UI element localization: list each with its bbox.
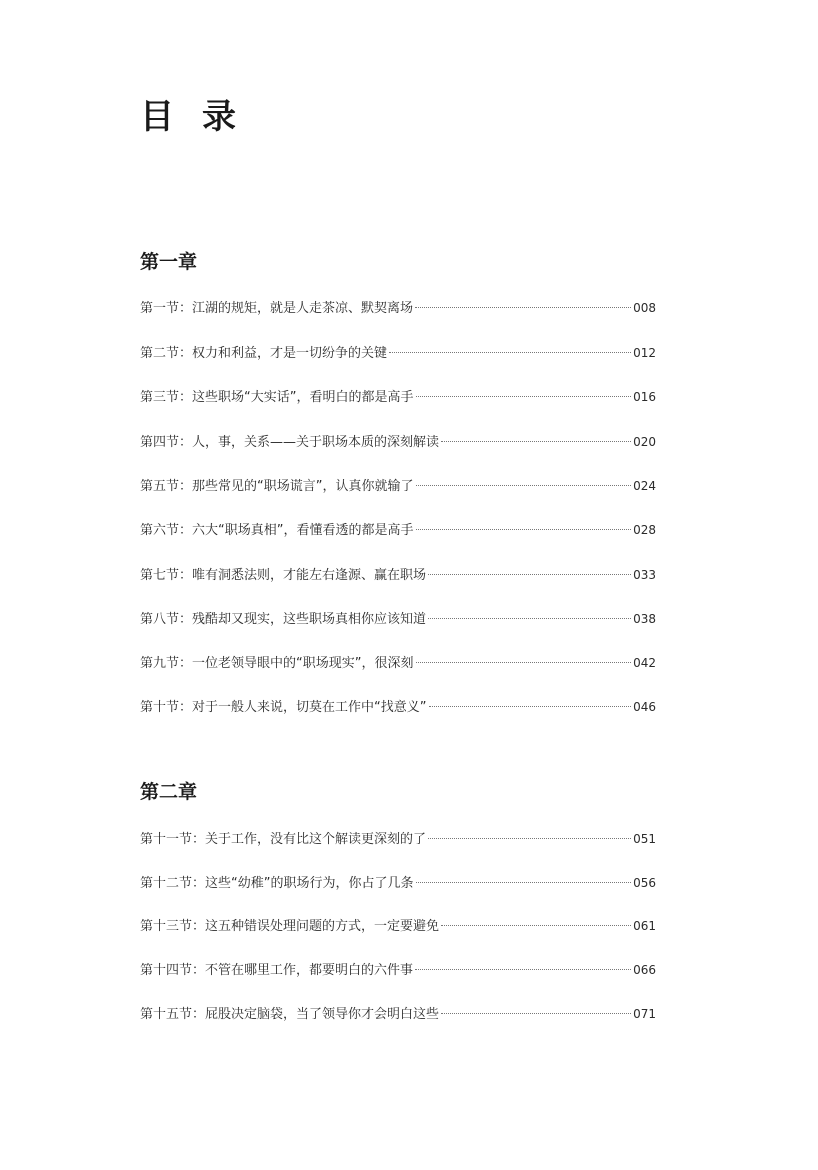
section-title: 唯有洞悉法则，才能左右逢源、赢在职场 bbox=[192, 568, 427, 583]
page-number: 012 bbox=[633, 346, 656, 360]
dot-leader bbox=[428, 574, 631, 575]
dot-leader bbox=[416, 882, 632, 883]
section-title: 六大“职场真相”，看懂看透的都是高手 bbox=[192, 523, 414, 538]
section-title: 对于一般人来说，切莫在工作中“找意义” bbox=[192, 700, 427, 715]
section-title: 权力和利益，才是一切纷争的关键 bbox=[192, 346, 388, 361]
page-number: 051 bbox=[633, 832, 656, 846]
toc-entry[interactable] bbox=[140, 564, 656, 586]
section-title: 人，事，关系——关于职场本质的深刻解读 bbox=[192, 435, 440, 450]
page-number: 020 bbox=[633, 435, 656, 449]
toc-entry[interactable] bbox=[140, 386, 656, 408]
dot-leader bbox=[416, 529, 632, 530]
toc-entry[interactable] bbox=[140, 342, 656, 364]
page-number: 042 bbox=[633, 656, 656, 670]
section-label: 第一节： bbox=[140, 301, 193, 316]
section-title: 这五种错误处理问题的方式，一定要避免 bbox=[205, 919, 440, 934]
section-title: 这些职场“大实话”，看明白的都是高手 bbox=[192, 390, 414, 405]
section-label: 第二节： bbox=[140, 346, 193, 361]
toc-entry[interactable] bbox=[140, 608, 656, 630]
toc-entry[interactable] bbox=[140, 872, 656, 894]
dot-leader bbox=[415, 307, 631, 308]
section-label: 第六节： bbox=[140, 523, 193, 538]
section-title: 不管在哪里工作，都要明白的六件事 bbox=[205, 963, 414, 978]
page-number: 024 bbox=[633, 479, 656, 493]
dot-leader bbox=[428, 618, 631, 619]
chapter-title: 第一章 bbox=[140, 251, 198, 273]
dot-leader bbox=[389, 352, 631, 353]
page-number: 061 bbox=[633, 919, 656, 933]
toc-entry[interactable] bbox=[140, 519, 656, 541]
toc-entry[interactable] bbox=[140, 652, 656, 674]
section-title: 那些常见的“职场谎言”，认真你就输了 bbox=[192, 479, 414, 494]
section-title: 江湖的规矩，就是人走茶凉、默契离场 bbox=[192, 301, 414, 316]
toc-entry[interactable] bbox=[140, 431, 656, 453]
dot-leader bbox=[441, 1013, 631, 1014]
section-title: 一位老领导眼中的“职场现实”，很深刻 bbox=[192, 656, 414, 671]
section-label: 第三节： bbox=[140, 390, 193, 405]
dot-leader bbox=[416, 396, 632, 397]
toc-entry[interactable] bbox=[140, 1003, 656, 1025]
dot-leader bbox=[416, 485, 632, 486]
page-title: 目录 bbox=[140, 97, 264, 137]
section-label: 第八节： bbox=[140, 612, 193, 627]
section-label: 第十节： bbox=[140, 700, 193, 715]
section-title: 这些“幼稚”的职场行为，你占了几条 bbox=[205, 876, 414, 891]
page-number: 046 bbox=[633, 700, 656, 714]
dot-leader bbox=[429, 706, 632, 707]
dot-leader bbox=[441, 441, 631, 442]
section-label: 第四节： bbox=[140, 435, 193, 450]
section-label: 第十四节： bbox=[140, 963, 206, 978]
page-number: 016 bbox=[633, 390, 656, 404]
toc-entry[interactable] bbox=[140, 959, 656, 981]
section-title: 屁股决定脑袋，当了领导你才会明白这些 bbox=[205, 1007, 440, 1022]
section-label: 第十一节： bbox=[140, 832, 206, 847]
page-number: 038 bbox=[633, 612, 656, 626]
section-title: 关于工作，没有比这个解读更深刻的了 bbox=[205, 832, 427, 847]
toc-entry[interactable] bbox=[140, 696, 656, 718]
section-label: 第五节： bbox=[140, 479, 193, 494]
chapter-title: 第二章 bbox=[140, 781, 198, 803]
page-number: 056 bbox=[633, 876, 656, 890]
section-title: 残酷却又现实，这些职场真相你应该知道 bbox=[192, 612, 427, 627]
section-label: 第七节： bbox=[140, 568, 193, 583]
toc-entry[interactable] bbox=[140, 475, 656, 497]
dot-leader bbox=[428, 838, 631, 839]
section-label: 第九节： bbox=[140, 656, 193, 671]
toc-entry[interactable] bbox=[140, 915, 656, 937]
page-number: 008 bbox=[633, 301, 656, 315]
toc-entry[interactable] bbox=[140, 828, 656, 850]
section-label: 第十二节： bbox=[140, 876, 206, 891]
toc-entry[interactable] bbox=[140, 297, 656, 319]
dot-leader bbox=[441, 925, 631, 926]
section-label: 第十三节： bbox=[140, 919, 206, 934]
page-number: 071 bbox=[633, 1007, 656, 1021]
dot-leader bbox=[415, 969, 631, 970]
page-number: 066 bbox=[633, 963, 656, 977]
page-number: 028 bbox=[633, 523, 656, 537]
section-label: 第十五节： bbox=[140, 1007, 206, 1022]
dot-leader bbox=[416, 662, 632, 663]
page-number: 033 bbox=[633, 568, 656, 582]
